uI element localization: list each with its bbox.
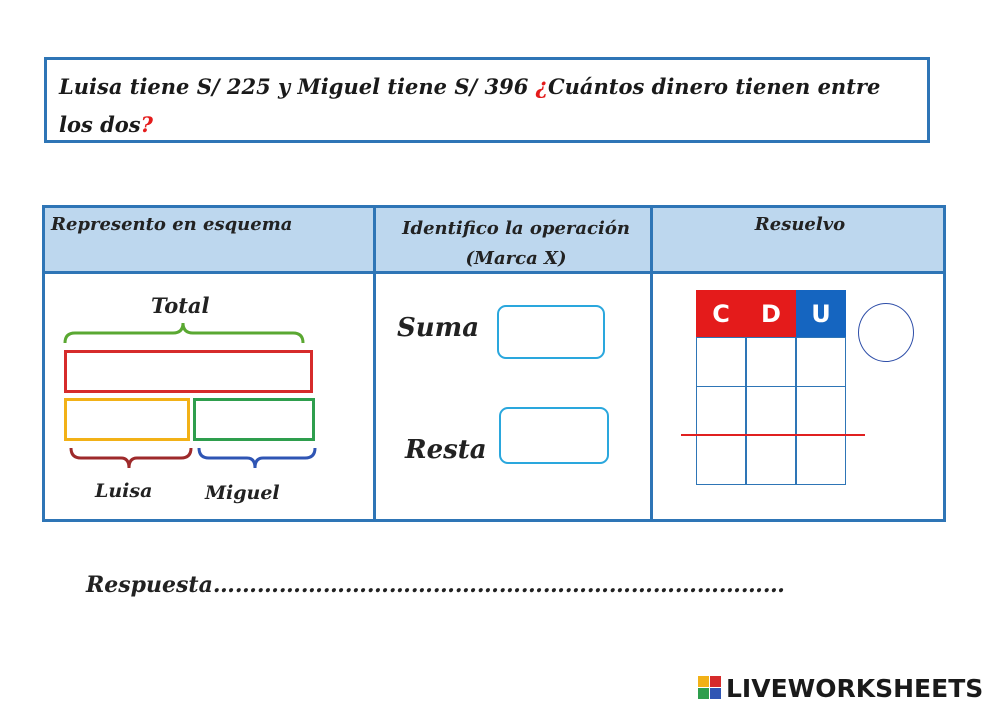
logo-text: LIVEWORKSHEETS — [726, 673, 984, 703]
question-close-mark: ? — [140, 112, 153, 137]
liveworksheets-logo-mark-icon — [698, 676, 722, 700]
tens-header: D — [746, 290, 796, 337]
header-operation-line1: Identifico la operación — [402, 218, 630, 239]
sum-line — [681, 434, 865, 436]
suma-checkbox[interactable] — [497, 305, 605, 359]
operation-sign-circle[interactable] — [858, 303, 914, 362]
hundreds-header: C — [696, 290, 746, 337]
answer-line[interactable]: Respuesta…………………………………………………………………… — [86, 572, 785, 598]
grid-cell[interactable] — [796, 337, 846, 387]
problem-text: Luisa tiene S/ 225 y Miguel tiene S/ 396 — [59, 74, 536, 99]
header-operation — [381, 214, 651, 274]
luisa-bar[interactable] — [64, 398, 190, 441]
grid-cell[interactable] — [796, 386, 846, 436]
grid-cell[interactable] — [796, 435, 846, 485]
luisa-brace — [71, 448, 191, 468]
grid-cell[interactable] — [696, 435, 746, 485]
total-brace — [65, 323, 303, 343]
question-open-mark: ¿ — [535, 74, 548, 99]
miguel-label: Miguel — [205, 482, 280, 504]
total-label: Total — [151, 293, 210, 318]
worksheet-table — [42, 205, 946, 522]
grid-cell[interactable] — [746, 435, 796, 485]
resta-label: Resta — [405, 435, 487, 465]
miguel-brace — [199, 448, 315, 468]
grid-cell[interactable] — [746, 337, 796, 387]
units-header: U — [796, 290, 846, 337]
luisa-label: Luisa — [95, 480, 153, 502]
total-bar[interactable] — [64, 350, 313, 393]
miguel-bar[interactable] — [193, 398, 315, 441]
grid-cell[interactable] — [746, 386, 796, 436]
header-solve: Resuelvo — [754, 214, 846, 235]
suma-label: Suma — [397, 313, 480, 343]
header-operation-line2: (Marca X) — [465, 248, 567, 269]
grid-cell[interactable] — [696, 337, 746, 387]
problem-statement — [44, 57, 930, 143]
liveworksheets-logo — [698, 672, 983, 704]
grid-cell[interactable] — [696, 386, 746, 436]
problem-question: Cuántos dinero tienen entre los dos — [59, 74, 881, 137]
header-scheme: Represento en esquema — [51, 214, 293, 235]
resta-checkbox[interactable] — [499, 407, 609, 464]
